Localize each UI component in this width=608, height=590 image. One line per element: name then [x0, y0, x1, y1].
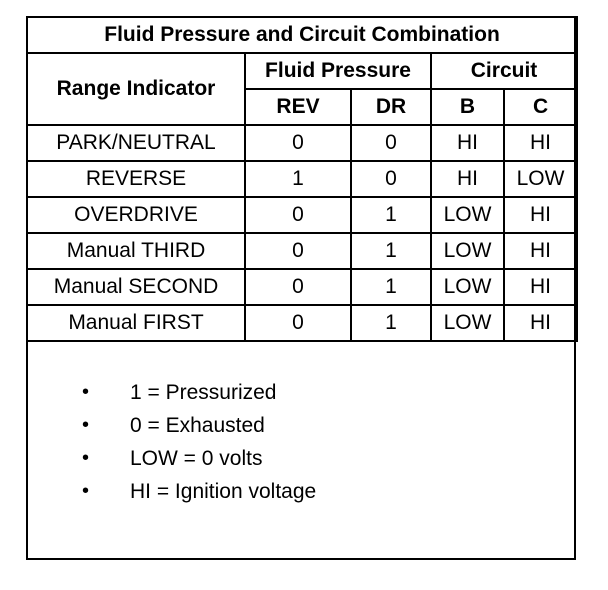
rev-cell: 0: [245, 125, 351, 161]
bullet-icon: •: [82, 414, 90, 436]
list-item: [26, 409, 576, 442]
c-cell: HI: [504, 125, 577, 161]
b-cell: LOW: [431, 233, 504, 269]
list-item: [26, 475, 576, 508]
table-row: [27, 269, 577, 305]
table-title: Fluid Pressure and Circuit Combination: [27, 17, 577, 53]
b-cell: LOW: [431, 197, 504, 233]
b-header: B: [431, 89, 504, 125]
dr-cell: 1: [351, 305, 431, 341]
fluid-pressure-table: [26, 16, 578, 342]
dr-cell: 1: [351, 233, 431, 269]
rev-cell: 0: [245, 233, 351, 269]
rev-cell: 0: [245, 197, 351, 233]
range-cell: PARK/NEUTRAL: [27, 125, 245, 161]
dr-cell: 1: [351, 269, 431, 305]
circuit-header: Circuit: [431, 53, 577, 89]
b-cell: LOW: [431, 269, 504, 305]
note-text: LOW = 0 volts: [130, 447, 263, 470]
dr-header: DR: [351, 89, 431, 125]
c-cell: HI: [504, 233, 577, 269]
table-row: [27, 161, 577, 197]
rev-header: REV: [245, 89, 351, 125]
note-text: 1 = Pressurized: [130, 381, 277, 404]
range-cell: OVERDRIVE: [27, 197, 245, 233]
dr-cell: 1: [351, 197, 431, 233]
b-cell: HI: [431, 161, 504, 197]
c-cell: HI: [504, 197, 577, 233]
c-header: C: [504, 89, 577, 125]
bullet-icon: •: [82, 447, 90, 469]
table-row: [27, 125, 577, 161]
table-row: [27, 233, 577, 269]
legend-notes: [26, 376, 576, 508]
rev-cell: 0: [245, 269, 351, 305]
table-row: [27, 197, 577, 233]
range-cell: Manual SECOND: [27, 269, 245, 305]
table-row: [27, 305, 577, 341]
dr-cell: 0: [351, 125, 431, 161]
dr-cell: 0: [351, 161, 431, 197]
bullet-icon: •: [82, 381, 90, 403]
rev-cell: 0: [245, 305, 351, 341]
note-text: HI = Ignition voltage: [130, 480, 317, 503]
rev-cell: 1: [245, 161, 351, 197]
range-indicator-header: Range Indicator: [27, 53, 245, 125]
b-cell: HI: [431, 125, 504, 161]
b-cell: LOW: [431, 305, 504, 341]
c-cell: LOW: [504, 161, 577, 197]
bullet-icon: •: [82, 480, 90, 502]
fluid-pressure-header: Fluid Pressure: [245, 53, 431, 89]
range-cell: Manual FIRST: [27, 305, 245, 341]
list-item: [26, 442, 576, 475]
range-cell: Manual THIRD: [27, 233, 245, 269]
list-item: [26, 376, 576, 409]
c-cell: HI: [504, 269, 577, 305]
note-text: 0 = Exhausted: [130, 414, 265, 437]
c-cell: HI: [504, 305, 577, 341]
range-cell: REVERSE: [27, 161, 245, 197]
